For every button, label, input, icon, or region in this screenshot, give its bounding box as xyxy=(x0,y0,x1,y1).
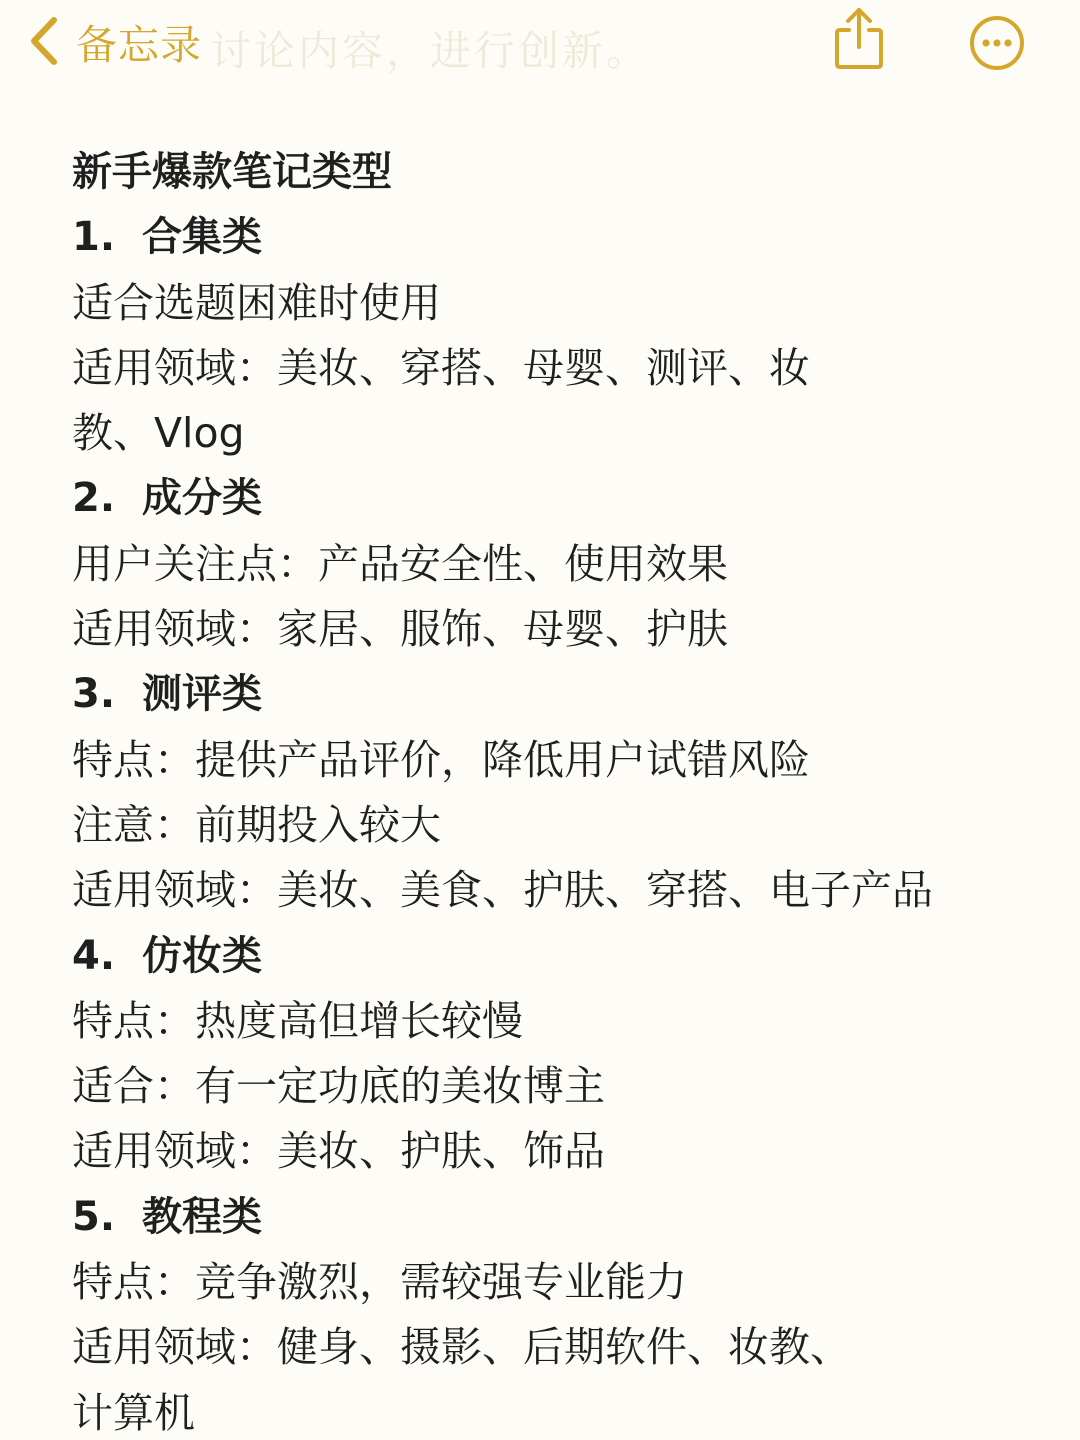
note-line: 适合选题困难时使用 xyxy=(72,278,441,327)
section-heading xyxy=(72,662,1032,727)
note-line: 适用领域：家居、服饰、母婴、护肤 xyxy=(72,605,728,654)
chevron-left-icon xyxy=(26,12,64,70)
scrolled-title-ghost: 讨论内容，进行创新。 xyxy=(210,27,650,75)
note-line: 适用领域：美妆、美食、护肤、穿搭、电子产品 xyxy=(72,866,933,915)
section-title: 合集类 xyxy=(142,214,262,261)
back-button[interactable] xyxy=(26,12,202,70)
note-line: 特点：热度高但增长较慢 xyxy=(72,996,523,1045)
section-number: 2. xyxy=(72,475,116,522)
note-line: 特点：提供产品评价，降低用户试错风险 xyxy=(72,735,810,784)
note-line: 适用领域：美妆、护肤、饰品 xyxy=(72,1127,605,1176)
note-line: 教、Vlog xyxy=(72,409,245,458)
note-line: 用户关注点：产品安全性、使用效果 xyxy=(72,539,728,588)
section-title: 成分类 xyxy=(142,475,262,522)
section-number: 4. xyxy=(72,932,116,979)
note-line: 适用领域：健身、摄影、后期软件、妆教、 xyxy=(72,1323,851,1372)
note-line: 适合：有一定功底的美妆博主 xyxy=(72,1062,605,1111)
section-heading xyxy=(72,924,1032,989)
note-line: 特点：竞争激烈，需较强专业能力 xyxy=(72,1258,687,1307)
section-number: 1. xyxy=(72,214,116,261)
note-line: 注意：前期投入较大 xyxy=(72,800,441,849)
section-heading xyxy=(72,1185,1032,1250)
section-number: 5. xyxy=(72,1193,116,1240)
share-icon xyxy=(830,6,888,72)
section-title: 仿妆类 xyxy=(142,932,262,979)
more-options-button[interactable] xyxy=(968,14,1026,72)
section-heading xyxy=(72,466,1032,531)
back-button-label: 备忘录 xyxy=(76,20,202,69)
note-title: 新手爆款笔记类型 xyxy=(72,149,392,195)
section-number: 3. xyxy=(72,671,116,718)
note-line: 计算机 xyxy=(72,1388,195,1437)
section-title: 测评类 xyxy=(142,671,262,718)
section-title: 教程类 xyxy=(142,1193,262,1240)
note-line: 适用领域：美妆、穿搭、母婴、测评、妆 xyxy=(72,343,810,392)
navigation-bar xyxy=(0,0,1080,86)
share-button[interactable] xyxy=(830,6,888,72)
section-heading xyxy=(72,205,1032,270)
more-icon xyxy=(968,14,1026,72)
note-content[interactable] xyxy=(72,140,1032,1440)
